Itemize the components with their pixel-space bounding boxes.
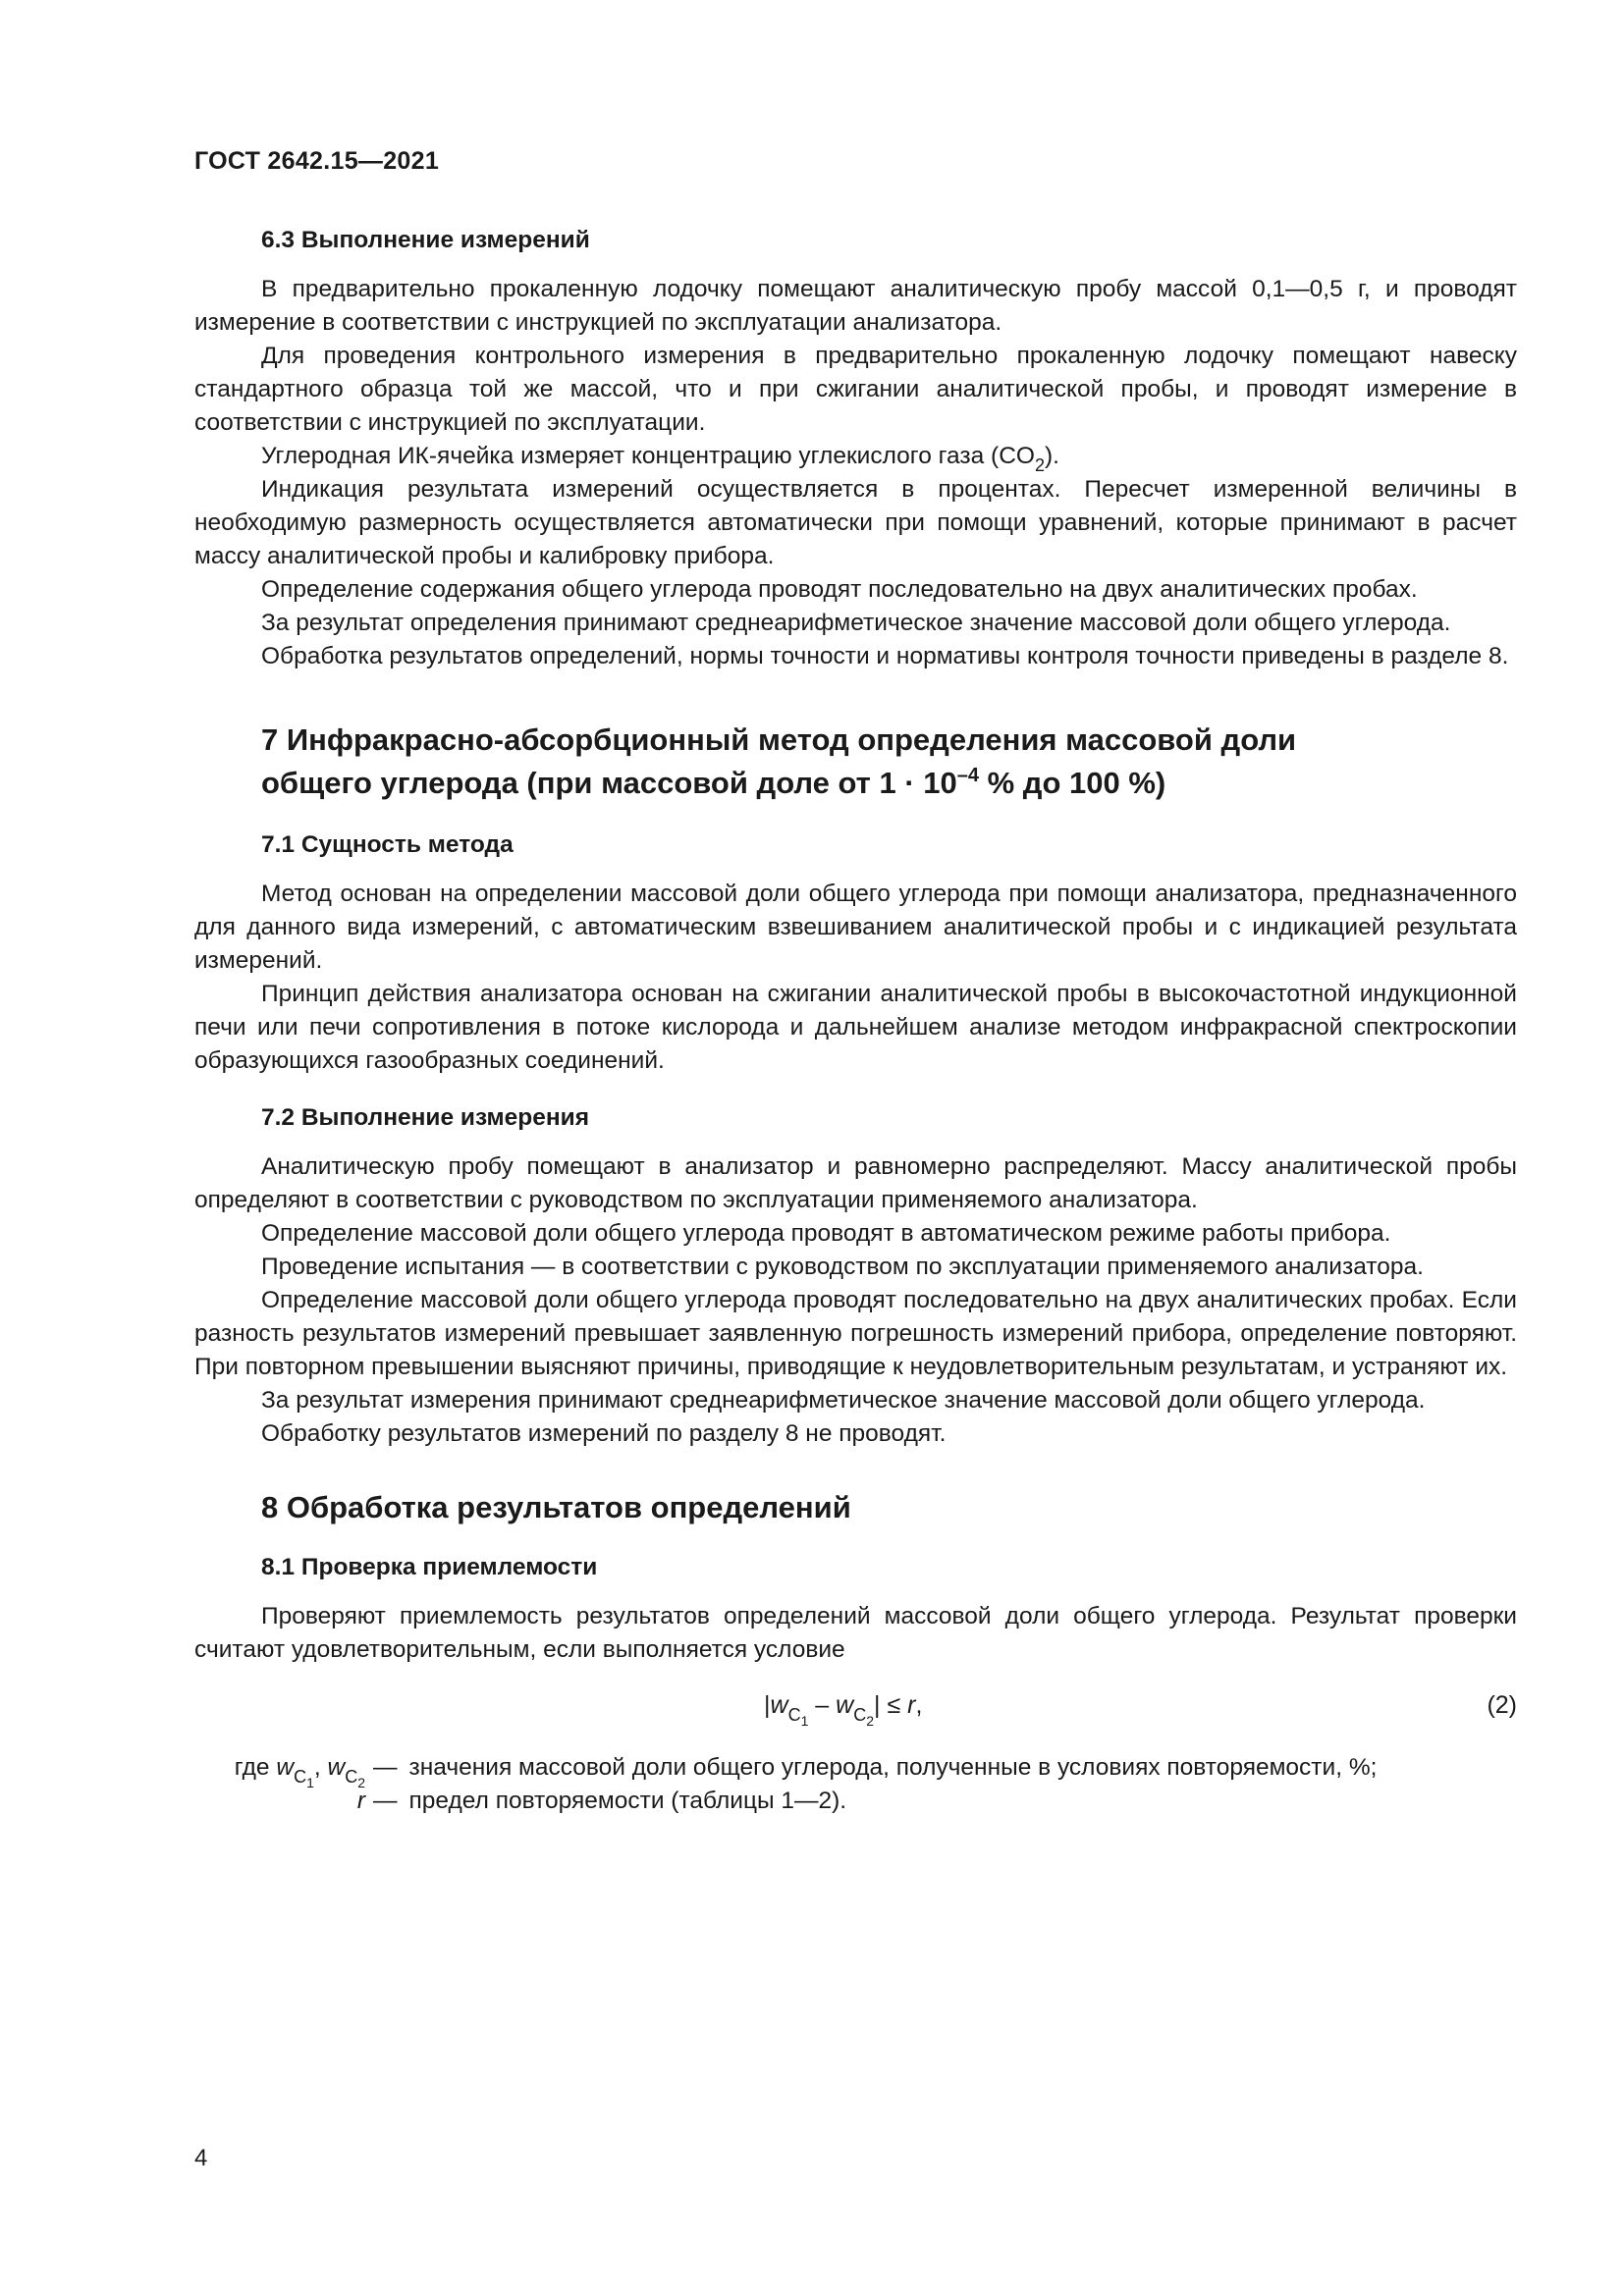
paragraph: За результат определения принимают среднеарифметическое значение массовой доли общего углерода. [261,610,1451,636]
paragraph: Проведение испытания — в соответствии с руководством по эксплуатации применяемого анализатора. [261,1254,1424,1280]
paragraph-co2: Углеродная ИК-ячейка измеряет концентрацию углекислого газа $(CO_2)$. [261,443,1059,475]
paragraph: Обработку результатов измерений по разделу 8 не проводят. [261,1420,947,1447]
formula-legend [194,1751,1517,1818]
paragraph: Определение массовой доли общего углерода проводят последовательно на двух аналитических пробах. Если разность результатов измерений превышает заявленную погрешность измерений прибора, определение повторяют. При повторном превышении выясняют причины, приводящие к неудовлетворительным результатам, и устраняют их. [194,1287,1517,1380]
paragraph: В предварительно прокаленную лодочку помещают аналитическую пробу массой 0,1—0,5 г, и проводят измерение в соответствии с инструкцией по эксплуатации анализатора. [194,276,1517,336]
paragraph: Определение массовой доли общего углерода проводят в автоматическом режиме работы прибора. [261,1220,1391,1247]
formula-2 [194,1686,1517,1734]
paragraph: Обработка результатов определений, нормы точности и нормативы контроля точности приведены в разделе 8. [261,643,1509,669]
document-code-header: ГОСТ 2642.15—2021 [194,147,440,175]
paragraph: За результат измерения принимают среднеарифметическое значение массовой доли общего углерода. [261,1387,1426,1414]
paragraph: Для проведения контрольного измерения в предварительно прокаленную лодочку помещают навеску стандартного образца той же массой, что и при сжигании аналитической пробы, и проводят измерение в соответствии с инструкцией по эксплуатации. [194,343,1517,436]
paragraph: Определение содержания общего углерода проводят последовательно на двух аналитических пробах. [261,576,1418,603]
paragraph: Проверяют приемлемость результатов определений массовой доли общего углерода. Результат проверки считают удовлетворительным, если выполняется условие [194,1603,1517,1663]
section-6-3-heading: 6.3 Выполнение измерений [261,227,590,253]
section-7-2-heading: 7.2 Выполнение измерения [261,1104,590,1131]
legend-row-w: где $w_{C_1}$, $w_{C_2}$ — значения массовой доли общего углерода, полученные в условиях повторяемости, %; [234,1754,1378,1790]
formula-expression: $|w_{C_1} - w_{C_2}| \le r$, [764,1691,923,1729]
section-8-1-heading: 8.1 Проверка приемлемости [261,1554,598,1580]
paragraph: Метод основан на определении массовой доли общего углерода при помощи анализатора, предназначенного для данного вида измерений, с автоматическим взвешиванием аналитической пробы и с индикацией результата измерений. [194,881,1517,974]
section-7-heading: 7 Инфракрасно-абсорбционный метод определения массовой доли общего углерода (при массовой доле от $1 \cdot 10^{-4}$ % до 100 %) [261,722,1297,800]
legend-row-r: r — предел повторяемости (таблицы 1—2). [356,1788,847,1814]
paragraph: Принцип действия анализатора основан на сжигании аналитической пробы в высокочастотной индукционной печи или печи сопротивления в потоке кислорода и дальнейшем анализе методом инфракрасной спектроскопии образующихся газообразных соединений. [194,981,1517,1074]
paragraph: Индикация результата измерений осуществляется в процентах. Пересчет измеренной величины в необходимую размерность осуществляется автоматически при помощи уравнений, которые принимают в расчет массу аналитической пробы и калибровку прибора. [194,476,1517,569]
paragraph: Аналитическую пробу помещают в анализатор и равномерно распределяют. Массу аналитической пробы определяют в соответствии с руководством по эксплуатации применяемого анализатора. [194,1153,1517,1213]
formula-number: (2) [1487,1691,1517,1719]
page-number: 4 [194,2145,208,2171]
section-8-heading: 8 Обработка результатов определений [261,1490,851,1524]
document-body [194,224,1517,1818]
section-7-1-heading: 7.1 Сущность метода [261,831,514,858]
